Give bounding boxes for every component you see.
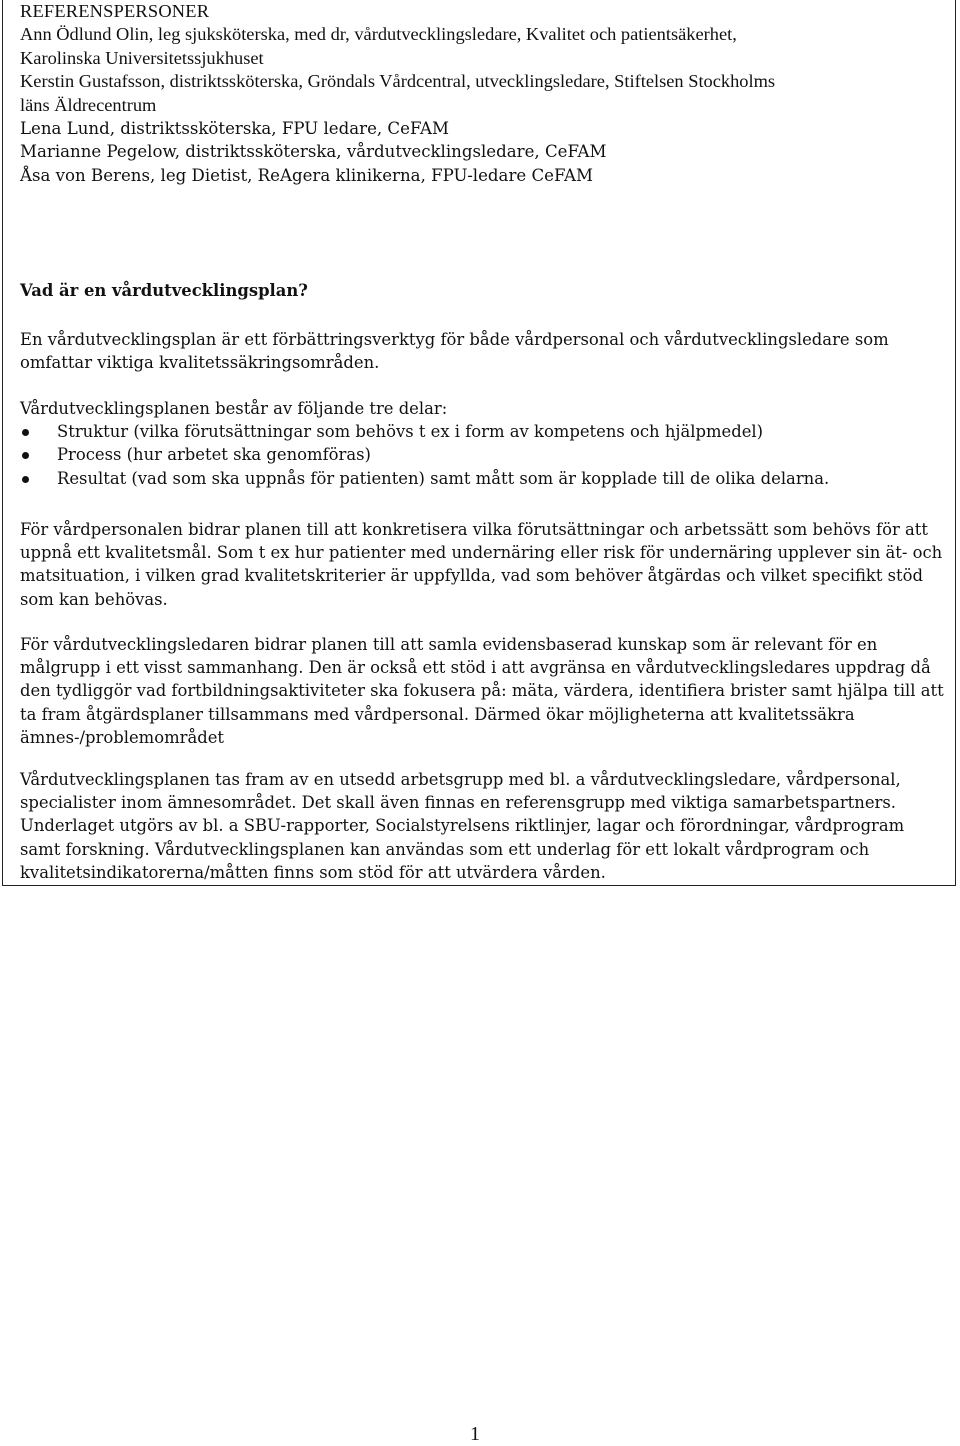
intro-text: En vårdutvecklingsplan är ett förbättringsverktyg för både vårdpersonal och vårdutvecklingsledare som omfattar viktiga kvalitetssäkringsområden. (20, 330, 889, 373)
bullet-dot-icon (22, 429, 29, 436)
section-title: Vad är en vårdutvecklingsplan? (20, 281, 308, 300)
reference-line: Kerstin Gustafsson, distriktssköterska, Gröndals Vårdcentral, utvecklingsledare, Stiftelsen Stockholms (20, 71, 776, 92)
leader-paragraph (20, 633, 945, 749)
parts-block (20, 397, 945, 490)
bullet-dot-icon (22, 452, 29, 459)
page-number: 1 (470, 1423, 480, 1445)
leader-text: För vårdutvecklingsledaren bidrar planen till att samla evidensbaserad kunskap som är relevant för en målgrupp i ett visst sammanhang. Den är också ett stöd i att avgränsa en vårdutvecklingsledares uppdrag då den tydliggör vad fortbildningsaktiviteter ska fokusera på: mäta, värdera, identifiera brister samt hjälpa till att ta fram åtgärdsplaner tillsammans med vårdpersonal. Därmed ökar möjligheterna att kvalitetssäkra ämnes-/problemområdet (20, 635, 944, 747)
staff-paragraph (20, 518, 945, 611)
process-text: Vårdutvecklingsplanen tas fram av en utsedd arbetsgrupp med bl. a vårdutvecklingsledare, vårdpersonal, specialister inom ämnesområdet. Det skall även finnas en referensgrupp med viktiga samarbetspartners. Underlaget utgörs av bl. a SBU-rapporter, Socialstyrelsens riktlinjer, lagar och förordningar, vårdprogram samt forskning. Vårdutvecklingsplanen kan användas som ett underlag för ett lokalt vårdprogram och kvalitetsindikatorerna/måtten finns som stöd för att utvärdera vården. (20, 770, 905, 882)
reference-line: läns Äldrecentrum (20, 94, 157, 115)
process-paragraph (20, 768, 945, 884)
parts-lead: Vårdutvecklingsplanen består av följande tre delar: (20, 399, 448, 418)
reference-line: Lena Lund, distriktssköterska, FPU ledare, CeFAM (20, 119, 449, 139)
parts-list (20, 420, 945, 490)
list-item-text: Struktur (vilka förutsättningar som behövs t ex i form av kompetens och hjälpmedel) (57, 422, 764, 442)
list-item (20, 443, 945, 466)
reference-line: Karolinska Universitetssjukhuset (20, 47, 264, 68)
bullet-dot-icon (22, 476, 29, 483)
reference-line: Ann Ödlund Olin, leg sjuksköterska, med dr, vårdutvecklingsledare, Kvalitet och patientsäkerhet, (20, 24, 737, 45)
reference-heading: REFERENSPERSONER (20, 1, 210, 21)
list-item-text: Resultat (vad som ska uppnås för patienten) samt mått som är kopplade till de olika delarna. (57, 468, 830, 488)
intro-paragraph (20, 328, 945, 374)
list-item (20, 467, 945, 490)
reference-line: Marianne Pegelow, distriktssköterska, vårdutvecklingsledare, CeFAM (20, 142, 607, 162)
reference-line: Åsa von Berens, leg Dietist, ReAgera klinikerna, FPU-ledare CeFAM (20, 165, 594, 185)
reference-persons (20, 0, 950, 187)
list-item (20, 420, 945, 443)
staff-text: För vårdpersonalen bidrar planen till att konkretisera vilka förutsättningar och arbetssätt som behövs för att uppnå ett kvalitetsmål. Som t ex hur patienter med undernäring eller risk för undernäring upplever sin ät- och matsituation, i vilken grad kvalitetskriterier är uppfyllda, vad som behöver åtgärdas och vilket specifikt stöd som kan behövas. (20, 520, 943, 609)
list-item-text: Process (hur arbetet ska genomföras) (57, 445, 371, 465)
